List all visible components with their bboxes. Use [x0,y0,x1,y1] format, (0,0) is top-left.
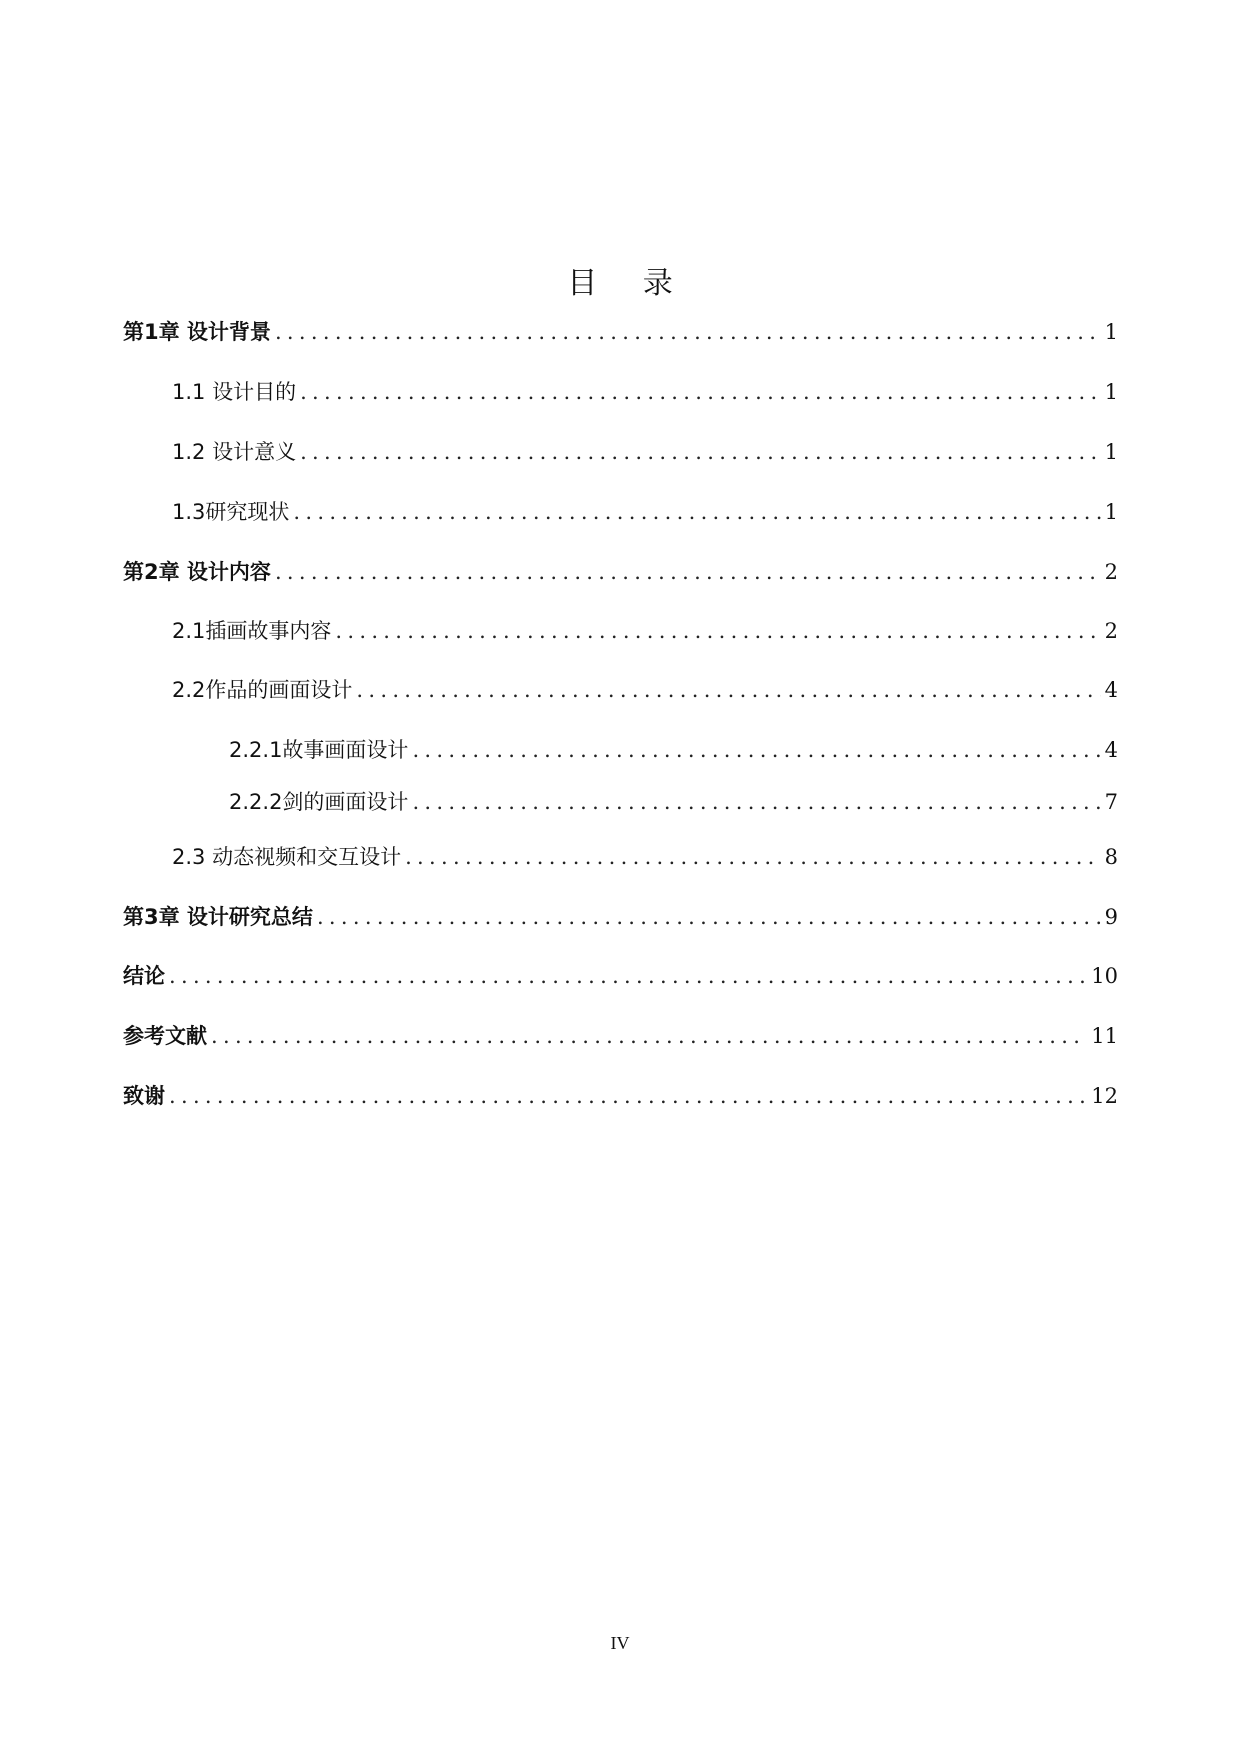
toc-entry-page-number: 2 [1104,619,1118,643]
toc-entry-page-number: 11 [1091,1024,1118,1048]
toc-entry[interactable] [172,676,1118,704]
toc-entry-label: 第2章 设计内容 [123,560,271,584]
toc-entry-page-number: 12 [1091,1084,1118,1108]
toc-entry[interactable] [172,843,1118,871]
toc-dot-leader [275,558,1101,586]
toc-dot-leader [412,788,1100,816]
toc-entry-page-number: 1 [1104,440,1118,464]
toc-entry-label: 第3章 设计研究总结 [123,905,313,929]
toc-entry[interactable] [172,498,1118,526]
toc-entry-page-number: 1 [1104,500,1118,524]
toc-entry-label: 1.2 设计意义 [172,440,297,464]
toc-dot-leader [293,498,1100,526]
toc-entry[interactable] [172,378,1118,406]
toc-entry[interactable] [123,558,1118,586]
toc-entry-label: 第1章 设计背景 [123,320,271,344]
toc-entry[interactable] [123,903,1118,931]
toc-entry-page-number: 1 [1104,380,1118,404]
toc-entry-page-number: 8 [1104,845,1118,869]
toc-entry[interactable] [229,788,1118,816]
toc-entry-page-number: 2 [1104,560,1118,584]
toc-dot-leader [405,843,1101,871]
toc-entry[interactable] [123,1022,1118,1050]
toc-entry-label: 2.2.1故事画面设计 [229,738,409,762]
toc-dot-leader [211,1022,1087,1050]
toc-entry-label: 结论 [123,964,165,988]
toc-entry-label: 2.2.2剑的画面设计 [229,790,409,814]
toc-dot-leader [300,378,1101,406]
toc-entry[interactable] [229,736,1118,764]
toc-title: 目 录 [567,266,691,301]
toc-entry[interactable] [123,1082,1118,1110]
toc-dot-leader [356,676,1100,704]
toc-entry-label: 1.3研究现状 [172,500,290,524]
toc-entry-label: 2.3 动态视频和交互设计 [172,845,402,869]
toc-dot-leader [412,736,1100,764]
toc-entry[interactable] [172,617,1118,645]
toc-entry[interactable] [123,318,1118,346]
toc-entry-page-number: 1 [1104,320,1118,344]
toc-entry-label: 2.2作品的画面设计 [172,678,353,702]
toc-entry-page-number: 7 [1104,790,1118,814]
toc-dot-leader [169,1082,1087,1110]
toc-entry-page-number: 9 [1104,905,1118,929]
toc-entry-label: 1.1 设计目的 [172,380,297,404]
toc-dot-leader [317,903,1101,931]
toc-entry[interactable] [123,962,1118,990]
toc-entry-page-number: 4 [1104,738,1118,762]
toc-entry[interactable] [172,438,1118,466]
toc-dot-leader [335,617,1100,645]
toc-dot-leader [275,318,1101,346]
toc-entry-page-number: 4 [1104,678,1118,702]
toc-dot-leader [169,962,1087,990]
toc-entry-page-number: 10 [1091,964,1118,988]
toc-dot-leader [300,438,1101,466]
toc-entry-label: 致谢 [123,1084,165,1108]
toc-entry-label: 2.1插画故事内容 [172,619,332,643]
page-number-footer: IV [610,1633,630,1653]
toc-entry-label: 参考文献 [123,1024,207,1048]
